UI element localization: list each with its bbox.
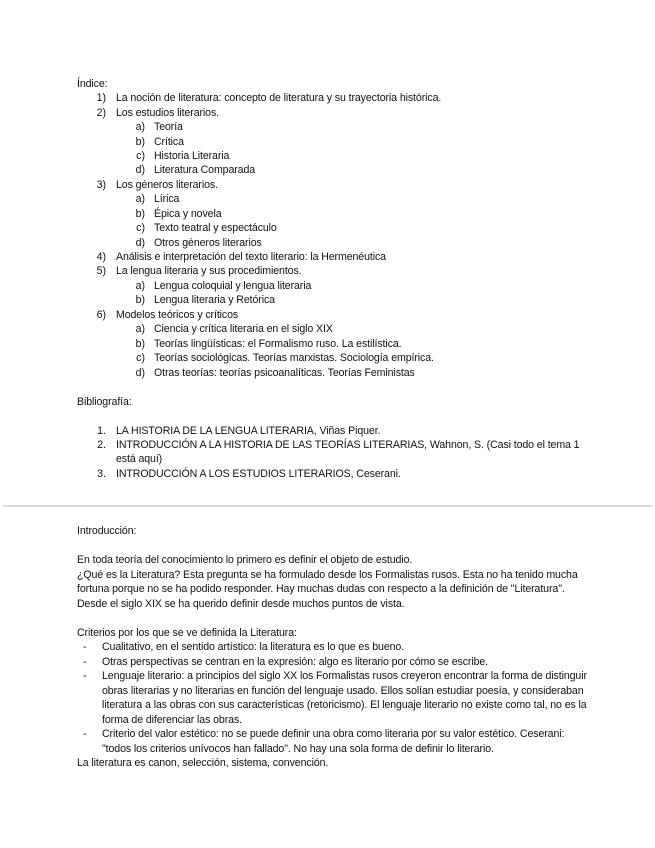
criteria-line: Lenguaje literario: a principios del siglo XX los Formalistas rusos creyeron encontrar la forma de distinguir: [102, 670, 587, 682]
index-submarker: a): [135, 280, 145, 292]
introduction-heading: Introducción:: [77, 525, 137, 537]
index-marker: 4): [96, 251, 106, 263]
index-subitem: Texto teatral y espectáculo: [154, 222, 277, 234]
criteria-bullet: -: [83, 670, 87, 682]
index-submarker: a): [135, 323, 145, 335]
bibliography-marker: 3.: [97, 468, 106, 480]
index-submarker: c): [136, 352, 145, 364]
bibliography-marker: 2.: [97, 439, 106, 451]
index-submarker: b): [135, 136, 145, 148]
index-subitem: Teoría: [154, 121, 183, 133]
paragraph-line: Desde el siglo XIX se ha querido definir desde muchos puntos de vista.: [77, 598, 405, 610]
section-divider: [3, 505, 652, 507]
criteria-line: literatura a las obras con sus características (retoricismo). El lenguaje literario no existe como tal, no es la: [102, 699, 587, 711]
closing-line: La literatura es canon, selección, sistema, convención.: [77, 757, 329, 769]
index-subitem: Lírica: [154, 193, 180, 205]
index-subitem: Otras teorías: teorías psicoanalíticas. Teorías Feministas: [154, 367, 415, 379]
index-subitem: Literatura Comparada: [154, 164, 256, 176]
index-submarker: d): [135, 367, 145, 379]
index-marker: 6): [96, 309, 106, 321]
index-subitem: Teorías sociológicas. Teorías marxistas. Sociología empírica.: [154, 352, 434, 364]
paragraph-line: ¿Qué es la Literatura? Esta pregunta se ha formulado desde los Formalistas rusos. Esta no ha tenido mucha: [77, 569, 578, 581]
index-item: La lengua literaria y sus procedimientos.: [116, 265, 302, 277]
bibliography-item: LA HISTORIA DE LA LENGUA LITERARIA, Viñas Piquer.: [116, 425, 381, 437]
index-item: Análisis e interpretación del texto literario: la Hermenéutica: [116, 251, 386, 263]
index-item: Los géneros literarios.: [116, 179, 218, 191]
criteria-line: obras literarias y no literarias en función del lenguaje usado. Ellos solían estudiar poesía, y consideraban: [102, 685, 584, 697]
index-subitem: Ciencia y crítica literaria en el siglo XIX: [154, 323, 333, 335]
index-submarker: b): [135, 338, 145, 350]
criteria-line: Otras perspectivas se centran en la expresión: algo es literario por cómo se escribe.: [102, 656, 489, 668]
index-marker: 3): [96, 179, 106, 191]
index-submarker: a): [135, 121, 145, 133]
criteria-bullet: -: [83, 641, 87, 653]
criteria-bullet: -: [83, 728, 87, 740]
index-submarker: a): [135, 193, 145, 205]
criteria-bullet: -: [83, 656, 87, 668]
criteria-line: Criterio del valor estético: no se puede definir una obra como literaria por su valor estético. Ceserani:: [102, 728, 565, 740]
criteria-line: forma de diferenciar las obras.: [102, 714, 242, 726]
index-item: Modelos teóricos y críticos: [116, 309, 239, 321]
bibliography-item: INTRODUCCIÓN A LOS ESTUDIOS LITERARIOS, Ceserani.: [116, 468, 401, 480]
index-item: Los estudios literarios.: [116, 107, 219, 119]
index-submarker: c): [136, 222, 145, 234]
paragraph-line: fortuna porque no se ha podido responder. Hay muchas dudas con respecto a la definición de "Literatura".: [77, 583, 565, 595]
index-item: La noción de literatura: concepto de literatura y su trayectoria histórica.: [116, 92, 442, 104]
index-submarker: c): [136, 150, 145, 162]
bibliography-marker: 1.: [97, 425, 106, 437]
bibliography-item-continuation: está aquí): [116, 453, 163, 465]
criteria-heading: Criterios por los que se ve definida la Literatura:: [77, 627, 297, 639]
index-marker: 1): [96, 92, 106, 104]
index-marker: 5): [96, 265, 106, 277]
paragraph-line: En toda teoría del conocimiento lo primero es definir el objeto de estudio.: [77, 554, 413, 566]
index-submarker: d): [135, 237, 145, 249]
criteria-line: Cualitativo, en el sentido artístico: la literatura es lo que es bueno.: [102, 641, 405, 653]
index-subitem: Épica y novela: [154, 208, 222, 220]
index-submarker: d): [135, 164, 145, 176]
bibliography-heading: Bibliografía:: [77, 396, 132, 408]
index-subitem: Historia Literaria: [154, 150, 230, 162]
criteria-line: "todos los criterios unívocos han fallado". No hay una sola forma de definir lo literario.: [102, 743, 494, 755]
index-subitem: Otros géneros literarios: [154, 237, 262, 249]
index-marker: 2): [96, 107, 106, 119]
index-submarker: b): [135, 208, 145, 220]
index-subitem: Crítica: [154, 136, 184, 148]
bibliography-item: INTRODUCCIÓN A LA HISTORIA DE LAS TEORÍAS LITERARIAS, Wahnon, S. (Casi todo el tema 1: [116, 439, 580, 451]
index-subitem: Teorías lingüísticas: el Formalismo ruso. La estilística.: [154, 338, 402, 350]
index-subitem: Lengua coloquial y lengua literaria: [154, 280, 312, 292]
index-heading: Índice:: [77, 78, 108, 90]
index-submarker: b): [135, 294, 145, 306]
index-subitem: Lengua literaria y Retórica: [154, 294, 275, 306]
